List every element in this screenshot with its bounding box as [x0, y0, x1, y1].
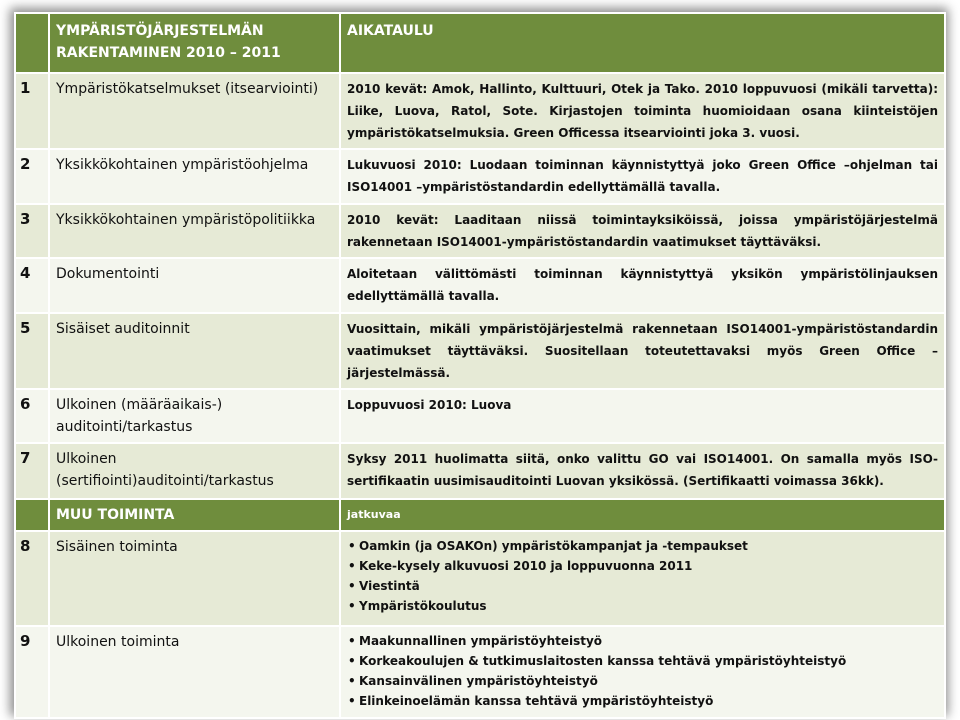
header-schedule: AIKATAULU: [340, 13, 945, 73]
row-schedule: Lukuvuosi 2010: Luodaan toiminnan käynnistyttyä joko Green Office –ohjelman tai ISO14001 –ympäristöstandardin edellyttämällä tavalla.: [340, 149, 945, 204]
row-schedule: Loppuvuosi 2010: Luova: [340, 389, 945, 443]
header-task: YMPÄRISTÖJÄRJESTELMÄN RAKENTAMINEN 2010 – 2011: [49, 13, 340, 73]
row-number: 4: [15, 258, 49, 313]
row-task: Dokumentointi: [49, 258, 340, 313]
row-task: Ulkoinen toiminta: [49, 626, 340, 718]
row-task: Ulkoinen (sertifiointi)auditointi/tarkastus: [49, 443, 340, 499]
row-number: 8: [15, 531, 49, 626]
row-number: 1: [15, 73, 49, 149]
table-row: [15, 149, 945, 204]
row-number: 7: [15, 443, 49, 499]
row-schedule: Aloitetaan välittömästi toiminnan käynnistyttyä yksikön ympäristölinjauksen edellyttämällä tavalla.: [340, 258, 945, 313]
row-number: 5: [15, 313, 49, 389]
list-item: • Viestintä: [357, 576, 938, 596]
row-schedule: Syksy 2011 huolimatta siitä, onko valittu GO vai ISO14001. On samalla myös ISO-sertifikaatin uusimisauditointi Luovan yksikössä. (Sertifikaatti voimassa 36kk).: [340, 443, 945, 499]
header-num-cell: [15, 13, 49, 73]
row-task: Yksikkökohtainen ympäristöohjelma: [49, 149, 340, 204]
other-header-task: MUU TOIMINTA: [49, 499, 340, 531]
table-row: [15, 626, 945, 718]
list-item: • Oamkin (ja OSAKOn) ympäristökampanjat ja -tempaukset: [357, 536, 938, 556]
list-item: • Ympäristökoulutus: [357, 596, 938, 616]
table-row: [15, 204, 945, 258]
list-item: • Keke-kysely alkuvuosi 2010 ja loppuvuonna 2011: [357, 556, 938, 576]
row-number: 3: [15, 204, 49, 258]
table-row: [15, 258, 945, 313]
row-number: 6: [15, 389, 49, 443]
list-item: • Korkeakoulujen & tutkimuslaitosten kanssa tehtävä ympäristöyhteistyö: [357, 651, 938, 671]
table-row: [15, 389, 945, 443]
row-number: 2: [15, 149, 49, 204]
row-task: Sisäiset auditoinnit: [49, 313, 340, 389]
table-row: [15, 443, 945, 499]
table-row: [15, 313, 945, 389]
schedule-table: [14, 12, 946, 719]
row-schedule-list: [340, 626, 945, 718]
row-schedule: 2010 kevät: Laaditaan niissä toimintayksiköissä, joissa ympäristöjärjestelmä rakennetaan ISO14001-ympäristöstandardin vaatimukset täyttäväksi.: [340, 204, 945, 258]
header-row: [15, 13, 945, 73]
list-item: • Maakunnallinen ympäristöyhteistyö: [357, 631, 938, 651]
table-row: [15, 531, 945, 626]
list-item: • Kansainvälinen ympäristöyhteistyö: [357, 671, 938, 691]
row-task: Sisäinen toiminta: [49, 531, 340, 626]
row-number: 9: [15, 626, 49, 718]
row-task: Yksikkökohtainen ympäristöpolitiikka: [49, 204, 340, 258]
row-schedule: 2010 kevät: Amok, Hallinto, Kulttuuri, Otek ja Tako. 2010 loppuvuosi (mikäli tarvetta): Liike, Luova, Ratol, Sote. Kirjastojen toiminta huomioidaan osana kiinteistöjen ympäristökatselmuksia. Green Officessa itsearviointi joka 3. vuosi.: [340, 73, 945, 149]
other-activities-header: [15, 499, 945, 531]
row-schedule-list: [340, 531, 945, 626]
row-task: Ulkoinen (määräaikais-) auditointi/tarkastus: [49, 389, 340, 443]
row-task: Ympäristökatselmukset (itsearviointi): [49, 73, 340, 149]
other-header-num-cell: [15, 499, 49, 531]
other-header-schedule: jatkuvaa: [340, 499, 945, 531]
table-row: [15, 73, 945, 149]
list-item: • Elinkeinoelämän kanssa tehtävä ympäristöyhteistyö: [357, 691, 938, 711]
row-schedule: Vuosittain, mikäli ympäristöjärjestelmä rakennetaan ISO14001-ympäristöstandardin vaatimukset täyttäväksi. Suositellaan toteutettavaksi myös Green Office –järjestelmässä.: [340, 313, 945, 389]
